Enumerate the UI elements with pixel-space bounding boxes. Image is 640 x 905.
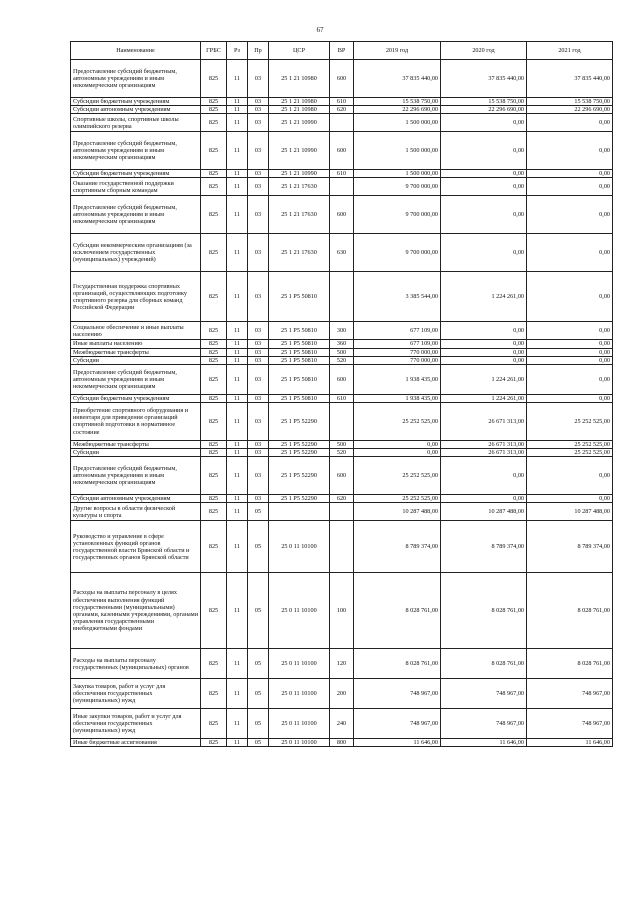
- cell-grbs: 825: [201, 348, 227, 356]
- cell-rz: 11: [227, 521, 248, 573]
- cell-csr: 25 1 P5 52290: [269, 495, 330, 503]
- cell-pr: 05: [248, 679, 269, 709]
- cell-name: Субсидии: [71, 449, 201, 457]
- table-row: [71, 348, 613, 356]
- cell-rz: 11: [227, 440, 248, 448]
- cell-name: Иные выплаты населению: [71, 340, 201, 348]
- cell-rz: 11: [227, 60, 248, 98]
- cell-rz: 11: [227, 114, 248, 132]
- cell-csr: 25 1 21 17630: [269, 178, 330, 196]
- cell-pr: 03: [248, 356, 269, 364]
- cell-vr: [330, 178, 354, 196]
- cell-rz: 11: [227, 196, 248, 234]
- cell-rz: 11: [227, 402, 248, 440]
- column-header-2019: 2019 год: [354, 42, 441, 60]
- cell-vr: 120: [330, 649, 354, 679]
- cell-vr: 500: [330, 440, 354, 448]
- cell-name: Иные закупки товаров, работ и услуг для обеспечения государственных (муниципальных) нужд: [71, 709, 201, 739]
- cell-grbs: 825: [201, 521, 227, 573]
- cell-grbs: 825: [201, 272, 227, 322]
- cell-grbs: 825: [201, 234, 227, 272]
- cell-y2020: 10 287 488,00: [441, 503, 527, 521]
- cell-rz: 11: [227, 178, 248, 196]
- column-header-2020: 2020 год: [441, 42, 527, 60]
- cell-pr: 03: [248, 457, 269, 495]
- cell-name: Субсидии: [71, 356, 201, 364]
- cell-y2021: 0,00: [527, 272, 613, 322]
- cell-name: Межбюджетные трансферты: [71, 348, 201, 356]
- cell-vr: 600: [330, 60, 354, 98]
- table-row: [71, 178, 613, 196]
- cell-pr: 03: [248, 196, 269, 234]
- cell-vr: 600: [330, 132, 354, 170]
- cell-grbs: 825: [201, 322, 227, 340]
- cell-pr: 03: [248, 132, 269, 170]
- cell-name: Субсидии бюджетным учреждениям: [71, 394, 201, 402]
- cell-y2020: 8 028 761,00: [441, 573, 527, 649]
- cell-rz: 11: [227, 679, 248, 709]
- cell-rz: 11: [227, 394, 248, 402]
- table-row: [71, 114, 613, 132]
- table-row: [71, 573, 613, 649]
- cell-vr: 610: [330, 98, 354, 106]
- cell-vr: 610: [330, 394, 354, 402]
- cell-pr: 05: [248, 503, 269, 521]
- cell-y2021: 0,00: [527, 356, 613, 364]
- table-row: [71, 449, 613, 457]
- cell-grbs: 825: [201, 170, 227, 178]
- cell-y2019: 1 500 000,00: [354, 114, 441, 132]
- cell-name: Предоставление субсидий бюджетным, автономным учреждениям и иным некоммерческим организациям: [71, 364, 201, 394]
- cell-grbs: 825: [201, 98, 227, 106]
- cell-rz: 11: [227, 709, 248, 739]
- cell-rz: 11: [227, 106, 248, 114]
- cell-pr: 03: [248, 114, 269, 132]
- cell-name: Предоставление субсидий бюджетным, автономным учреждениям и иным некоммерческим организациям: [71, 457, 201, 495]
- cell-pr: 03: [248, 170, 269, 178]
- cell-name: Субсидии некоммерческим организациям (за исключением государственных (муниципальных) учреждений): [71, 234, 201, 272]
- cell-y2021: 0,00: [527, 348, 613, 356]
- cell-csr: 25 1 P5 50810: [269, 272, 330, 322]
- cell-grbs: 825: [201, 178, 227, 196]
- cell-csr: 25 1 21 10980: [269, 98, 330, 106]
- cell-pr: 03: [248, 234, 269, 272]
- cell-name: Предоставление субсидий бюджетным, автономным учреждениям и иным некоммерческим организациям: [71, 132, 201, 170]
- cell-y2019: 748 967,00: [354, 709, 441, 739]
- cell-y2019: 37 835 440,00: [354, 60, 441, 98]
- cell-rz: 11: [227, 573, 248, 649]
- cell-vr: 300: [330, 322, 354, 340]
- cell-rz: 11: [227, 739, 248, 747]
- cell-pr: 03: [248, 272, 269, 322]
- cell-pr: 03: [248, 364, 269, 394]
- cell-y2020: 0,00: [441, 114, 527, 132]
- cell-y2021: 8 789 374,00: [527, 521, 613, 573]
- cell-y2021: 0,00: [527, 132, 613, 170]
- cell-y2020: 0,00: [441, 322, 527, 340]
- cell-y2019: 770 000,00: [354, 348, 441, 356]
- cell-y2019: 0,00: [354, 449, 441, 457]
- cell-name: Приобретение спортивного оборудования и инвентаря для приведения организаций спортивной подготовки в нормативное состояние: [71, 402, 201, 440]
- cell-name: Социальное обеспечение и иные выплаты населению: [71, 322, 201, 340]
- cell-name: Межбюджетные трансферты: [71, 440, 201, 448]
- cell-pr: 05: [248, 739, 269, 747]
- cell-grbs: 825: [201, 503, 227, 521]
- cell-name: Субсидии бюджетным учреждениям: [71, 98, 201, 106]
- table-row: [71, 170, 613, 178]
- cell-grbs: 825: [201, 709, 227, 739]
- cell-name: Руководство и управление в сфере установленных функций органов государственной власти Брянской области и государственных органов Брянской области: [71, 521, 201, 573]
- table-row: [71, 340, 613, 348]
- cell-y2019: 1 938 435,00: [354, 394, 441, 402]
- cell-y2020: 1 224 261,00: [441, 364, 527, 394]
- cell-y2019: 9 700 000,00: [354, 196, 441, 234]
- cell-grbs: 825: [201, 573, 227, 649]
- cell-name: Иные бюджетные ассигнования: [71, 739, 201, 747]
- cell-pr: 05: [248, 521, 269, 573]
- cell-y2021: 8 028 761,00: [527, 649, 613, 679]
- cell-rz: 11: [227, 132, 248, 170]
- cell-pr: 03: [248, 106, 269, 114]
- cell-pr: 03: [248, 340, 269, 348]
- cell-pr: 05: [248, 573, 269, 649]
- cell-vr: 600: [330, 196, 354, 234]
- cell-y2019: 677 109,00: [354, 322, 441, 340]
- cell-vr: [330, 114, 354, 132]
- cell-y2021: 25 252 525,00: [527, 440, 613, 448]
- cell-rz: 11: [227, 495, 248, 503]
- cell-csr: 25 1 P5 50810: [269, 322, 330, 340]
- cell-y2019: 25 252 525,00: [354, 402, 441, 440]
- cell-y2020: 37 835 440,00: [441, 60, 527, 98]
- cell-rz: 11: [227, 340, 248, 348]
- cell-y2021: 748 967,00: [527, 679, 613, 709]
- cell-pr: 03: [248, 178, 269, 196]
- cell-name: Оказание государственной поддержки спортивным сборным командам: [71, 178, 201, 196]
- cell-pr: 05: [248, 649, 269, 679]
- cell-grbs: 825: [201, 114, 227, 132]
- cell-csr: 25 0 11 10100: [269, 521, 330, 573]
- cell-y2020: 26 671 313,00: [441, 402, 527, 440]
- cell-y2020: 22 296 690,00: [441, 106, 527, 114]
- cell-name: Расходы на выплаты персоналу государственных (муниципальных) органов: [71, 649, 201, 679]
- column-header-grbs: ГРБС: [201, 42, 227, 60]
- cell-vr: 620: [330, 495, 354, 503]
- cell-vr: 610: [330, 170, 354, 178]
- cell-y2021: 22 296 690,00: [527, 106, 613, 114]
- cell-y2020: 0,00: [441, 234, 527, 272]
- cell-pr: 03: [248, 495, 269, 503]
- cell-name: Государственная поддержка спортивных организаций, осуществляющих подготовку спортивного резерва для сборных команд Российской Федерации: [71, 272, 201, 322]
- table-header-row: [71, 42, 613, 60]
- cell-y2019: 8 028 761,00: [354, 649, 441, 679]
- cell-y2020: 0,00: [441, 196, 527, 234]
- cell-csr: 25 1 21 10980: [269, 60, 330, 98]
- cell-grbs: 825: [201, 364, 227, 394]
- cell-y2019: 1 500 000,00: [354, 132, 441, 170]
- cell-rz: 11: [227, 234, 248, 272]
- column-header-name: Наименование: [71, 42, 201, 60]
- cell-pr: 03: [248, 449, 269, 457]
- cell-name: Спортивные школы, спортивные школы олимпийского резерва: [71, 114, 201, 132]
- cell-y2021: 0,00: [527, 340, 613, 348]
- cell-vr: 360: [330, 340, 354, 348]
- table-row: [71, 394, 613, 402]
- table-row: [71, 234, 613, 272]
- cell-csr: 25 1 P5 50810: [269, 340, 330, 348]
- cell-vr: [330, 503, 354, 521]
- cell-rz: 11: [227, 449, 248, 457]
- cell-pr: 03: [248, 348, 269, 356]
- cell-y2020: 0,00: [441, 348, 527, 356]
- cell-y2019: 10 287 488,00: [354, 503, 441, 521]
- cell-grbs: 825: [201, 449, 227, 457]
- table-row: [71, 709, 613, 739]
- cell-rz: 11: [227, 649, 248, 679]
- cell-y2021: 0,00: [527, 457, 613, 495]
- cell-y2020: 26 671 313,00: [441, 440, 527, 448]
- table-row: [71, 364, 613, 394]
- cell-csr: 25 1 21 10990: [269, 132, 330, 170]
- cell-y2021: 748 967,00: [527, 709, 613, 739]
- cell-csr: 25 1 P5 52290: [269, 449, 330, 457]
- cell-grbs: 825: [201, 457, 227, 495]
- cell-y2021: 0,00: [527, 234, 613, 272]
- cell-y2019: 8 028 761,00: [354, 573, 441, 649]
- table-row: [71, 649, 613, 679]
- cell-vr: 600: [330, 457, 354, 495]
- cell-y2019: 3 385 544,00: [354, 272, 441, 322]
- cell-y2020: 15 538 750,00: [441, 98, 527, 106]
- cell-y2019: 1 500 000,00: [354, 170, 441, 178]
- table-row: [71, 98, 613, 106]
- table-row: [71, 356, 613, 364]
- cell-rz: 11: [227, 356, 248, 364]
- cell-y2020: 0,00: [441, 170, 527, 178]
- cell-grbs: 825: [201, 196, 227, 234]
- cell-grbs: 825: [201, 649, 227, 679]
- cell-y2019: 677 109,00: [354, 340, 441, 348]
- cell-grbs: 825: [201, 132, 227, 170]
- cell-pr: 03: [248, 98, 269, 106]
- cell-y2019: 22 296 690,00: [354, 106, 441, 114]
- cell-rz: 11: [227, 170, 248, 178]
- cell-vr: 620: [330, 106, 354, 114]
- cell-vr: 520: [330, 449, 354, 457]
- cell-grbs: 825: [201, 495, 227, 503]
- cell-y2021: 10 287 488,00: [527, 503, 613, 521]
- column-header-pr: Пр: [248, 42, 269, 60]
- table-body: [71, 60, 613, 747]
- table-row: [71, 322, 613, 340]
- cell-y2019: 748 967,00: [354, 679, 441, 709]
- cell-y2021: 25 252 525,00: [527, 449, 613, 457]
- cell-rz: 11: [227, 364, 248, 394]
- cell-vr: 520: [330, 356, 354, 364]
- table-row: [71, 440, 613, 448]
- cell-name: Расходы на выплаты персоналу в целях обеспечения выполнения функций государственными (муниципальными) органами, казенными учреждениями, органами управления государственными внебюджетными фондами: [71, 573, 201, 649]
- cell-y2021: 0,00: [527, 394, 613, 402]
- cell-vr: 500: [330, 348, 354, 356]
- cell-y2019: 9 700 000,00: [354, 234, 441, 272]
- cell-y2019: 770 000,00: [354, 356, 441, 364]
- cell-y2019: 25 252 525,00: [354, 495, 441, 503]
- cell-name: Закупка товаров, работ и услуг для обеспечения государственных (муниципальных) нужд: [71, 679, 201, 709]
- cell-grbs: 825: [201, 340, 227, 348]
- cell-csr: 25 1 P5 52290: [269, 440, 330, 448]
- cell-csr: [269, 503, 330, 521]
- table-row: [71, 521, 613, 573]
- cell-y2020: 0,00: [441, 356, 527, 364]
- cell-rz: 11: [227, 98, 248, 106]
- cell-y2020: 26 671 313,00: [441, 449, 527, 457]
- cell-grbs: 825: [201, 356, 227, 364]
- cell-vr: [330, 521, 354, 573]
- cell-y2020: 0,00: [441, 495, 527, 503]
- table-row: [71, 106, 613, 114]
- cell-vr: 100: [330, 573, 354, 649]
- cell-grbs: 825: [201, 402, 227, 440]
- cell-pr: 05: [248, 709, 269, 739]
- cell-y2020: 8 789 374,00: [441, 521, 527, 573]
- table-row: [71, 503, 613, 521]
- cell-csr: 25 1 P5 50810: [269, 356, 330, 364]
- table-row: [71, 739, 613, 747]
- table-row: [71, 60, 613, 98]
- cell-y2021: 0,00: [527, 170, 613, 178]
- cell-y2021: 0,00: [527, 495, 613, 503]
- cell-csr: 25 1 21 10990: [269, 170, 330, 178]
- cell-rz: 11: [227, 503, 248, 521]
- cell-vr: 240: [330, 709, 354, 739]
- cell-y2021: 25 252 525,00: [527, 402, 613, 440]
- cell-vr: [330, 402, 354, 440]
- table-row: [71, 679, 613, 709]
- cell-name: Предоставление субсидий бюджетным, автономным учреждениям и иным некоммерческим организациям: [71, 196, 201, 234]
- cell-y2019: 25 252 525,00: [354, 457, 441, 495]
- cell-y2020: 748 967,00: [441, 709, 527, 739]
- cell-y2021: 15 538 750,00: [527, 98, 613, 106]
- cell-rz: 11: [227, 272, 248, 322]
- cell-y2020: 11 646,00: [441, 739, 527, 747]
- cell-csr: 25 1 P5 52290: [269, 457, 330, 495]
- cell-grbs: 825: [201, 440, 227, 448]
- cell-csr: 25 1 P5 52290: [269, 402, 330, 440]
- cell-csr: 25 1 21 10980: [269, 106, 330, 114]
- cell-grbs: 825: [201, 106, 227, 114]
- cell-vr: 200: [330, 679, 354, 709]
- cell-vr: 600: [330, 364, 354, 394]
- cell-csr: 25 0 11 10100: [269, 649, 330, 679]
- column-header-vr: ВР: [330, 42, 354, 60]
- cell-csr: 25 0 11 10100: [269, 709, 330, 739]
- cell-rz: 11: [227, 322, 248, 340]
- cell-y2020: 748 967,00: [441, 679, 527, 709]
- cell-y2020: 0,00: [441, 178, 527, 196]
- cell-y2021: 0,00: [527, 178, 613, 196]
- cell-pr: 03: [248, 402, 269, 440]
- table-row: [71, 402, 613, 440]
- cell-y2021: 37 835 440,00: [527, 60, 613, 98]
- cell-csr: 25 1 P5 50810: [269, 394, 330, 402]
- cell-csr: 25 1 21 17630: [269, 234, 330, 272]
- cell-pr: 03: [248, 440, 269, 448]
- cell-name: Другие вопросы в области физической культуры и спорта: [71, 503, 201, 521]
- cell-csr: 25 1 P5 50810: [269, 364, 330, 394]
- cell-name: Субсидии автономным учреждениям: [71, 106, 201, 114]
- cell-vr: 630: [330, 234, 354, 272]
- cell-y2019: 0,00: [354, 440, 441, 448]
- table-row: [71, 132, 613, 170]
- cell-csr: 25 0 11 10100: [269, 573, 330, 649]
- cell-y2021: 11 646,00: [527, 739, 613, 747]
- cell-grbs: 825: [201, 60, 227, 98]
- cell-name: Предоставление субсидий бюджетным, автономным учреждениям и иным некоммерческим организациям: [71, 60, 201, 98]
- cell-grbs: 825: [201, 739, 227, 747]
- cell-csr: 25 0 11 10100: [269, 679, 330, 709]
- cell-y2019: 11 646,00: [354, 739, 441, 747]
- cell-y2020: 0,00: [441, 132, 527, 170]
- cell-y2021: 8 028 761,00: [527, 573, 613, 649]
- cell-y2021: 0,00: [527, 322, 613, 340]
- table-row: [71, 196, 613, 234]
- cell-pr: 03: [248, 60, 269, 98]
- column-header-2021: 2021 год: [527, 42, 613, 60]
- cell-y2019: 15 538 750,00: [354, 98, 441, 106]
- cell-y2019: 9 700 000,00: [354, 178, 441, 196]
- cell-y2021: 0,00: [527, 364, 613, 394]
- cell-y2019: 8 789 374,00: [354, 521, 441, 573]
- cell-y2020: 1 224 261,00: [441, 272, 527, 322]
- cell-y2020: 1 224 261,00: [441, 394, 527, 402]
- cell-vr: 800: [330, 739, 354, 747]
- cell-csr: 25 1 P5 50810: [269, 348, 330, 356]
- cell-y2020: 8 028 761,00: [441, 649, 527, 679]
- cell-grbs: 825: [201, 679, 227, 709]
- cell-csr: 25 1 21 17630: [269, 196, 330, 234]
- page-number: 67: [316, 26, 324, 34]
- cell-rz: 11: [227, 348, 248, 356]
- cell-csr: 25 1 21 10990: [269, 114, 330, 132]
- column-header-csr: ЦСР: [269, 42, 330, 60]
- cell-csr: 25 0 11 10100: [269, 739, 330, 747]
- cell-name: Субсидии автономным учреждениям: [71, 495, 201, 503]
- cell-y2021: 0,00: [527, 196, 613, 234]
- cell-y2021: 0,00: [527, 114, 613, 132]
- cell-vr: [330, 272, 354, 322]
- cell-y2020: 0,00: [441, 340, 527, 348]
- table-row: [71, 457, 613, 495]
- table-row: [71, 272, 613, 322]
- cell-pr: 03: [248, 322, 269, 340]
- column-header-rz: Рз: [227, 42, 248, 60]
- budget-table: [70, 41, 613, 747]
- table-row: [71, 495, 613, 503]
- cell-name: Субсидии бюджетным учреждениям: [71, 170, 201, 178]
- cell-y2019: 1 938 435,00: [354, 364, 441, 394]
- cell-y2020: 0,00: [441, 457, 527, 495]
- cell-pr: 03: [248, 394, 269, 402]
- cell-grbs: 825: [201, 394, 227, 402]
- cell-rz: 11: [227, 457, 248, 495]
